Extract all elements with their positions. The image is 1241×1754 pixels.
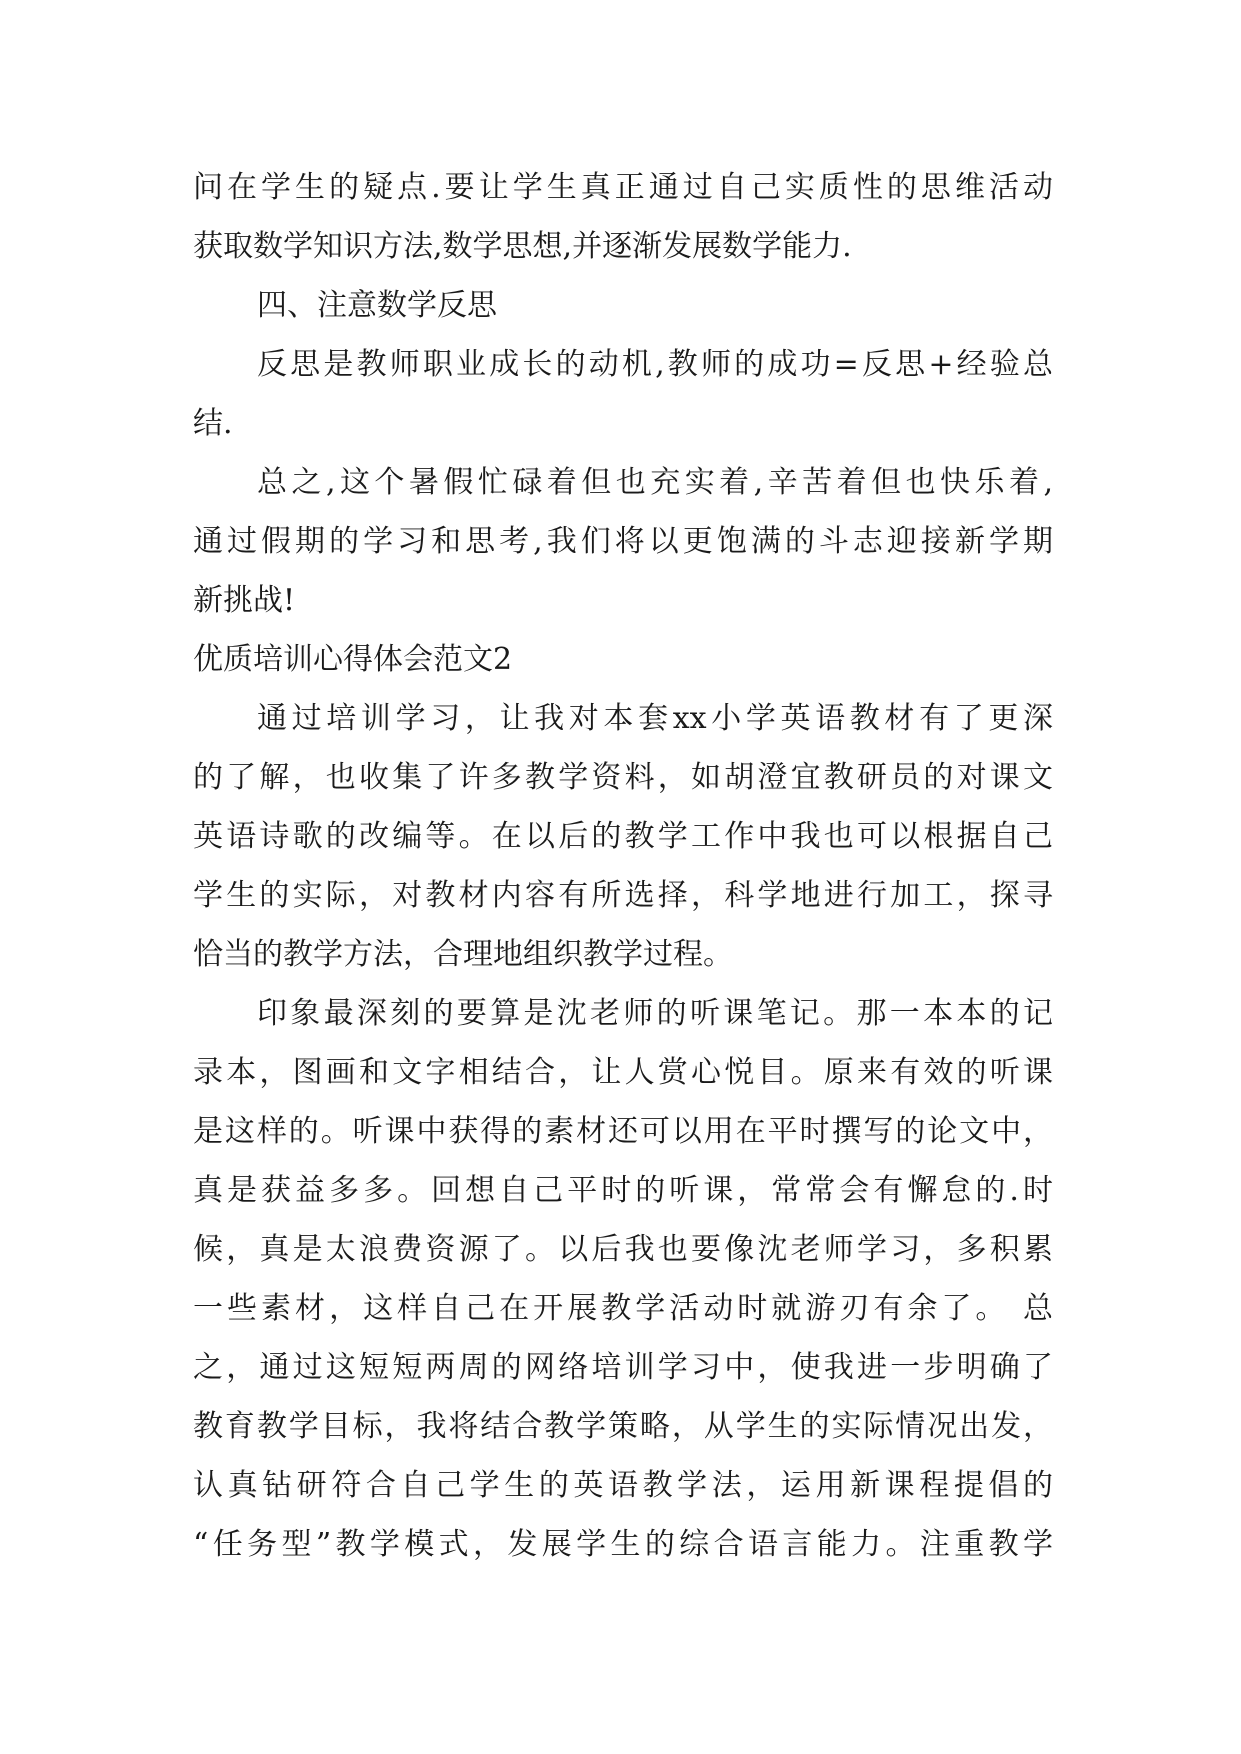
paragraph-line: 英语诗歌的改编等。在以后的教学工作中我也可以根据自己 (193, 819, 1053, 854)
paragraph-line: 真是获益多多。回想自己平时的听课，常常会有懈怠的.时 (193, 1173, 1053, 1208)
paragraph-line: 之，通过这短短两周的网络培训学习中，使我进一步明确了 (193, 1350, 1053, 1385)
paragraph-line: 恰当的教学方法，合理地组织教学过程。 (193, 937, 733, 972)
paragraph-line: 通过假期的学习和思考,我们将以更饱满的斗志迎接新学期 (193, 524, 1053, 559)
section-heading: 四、注意数学反思 (257, 288, 497, 323)
paragraph-line: 是这样的。听课中获得的素材还可以用在平时撰写的论文中， (193, 1114, 1053, 1149)
paragraph-line: 一些素材，这样自己在开展教学活动时就游刃有余了。 总 (193, 1291, 1053, 1326)
paragraph-line: 总之,这个暑假忙碌着但也充实着,辛苦着但也快乐着, (257, 465, 1053, 500)
paragraph-line: 反思是教师职业成长的动机,教师的成功=反思+经验总 (257, 347, 1053, 382)
paragraph-line: 的了解，也收集了许多教学资料，如胡澄宜教研员的对课文 (193, 760, 1053, 795)
paragraph-line: 问在学生的疑点.要让学生真正通过自己实质性的思维活动 (193, 170, 1053, 205)
paragraph-line: 录本，图画和文字相结合，让人赏心悦目。原来有效的听课 (193, 1055, 1053, 1090)
article-title: 优质培训心得体会范文2 (193, 642, 513, 677)
paragraph-line: “任务型”教学模式，发展学生的综合语言能力。注重教学 (193, 1527, 1053, 1562)
paragraph-line: 获取数学知识方法,数学思想,并逐渐发展数学能力. (193, 229, 852, 264)
paragraph-line: 候，真是太浪费资源了。以后我也要像沈老师学习，多积累 (193, 1232, 1053, 1267)
paragraph-line: 结. (193, 406, 233, 441)
paragraph-line: 学生的实际，对教材内容有所选择，科学地进行加工，探寻 (193, 878, 1053, 913)
paragraph-line: 新挑战! (193, 583, 296, 618)
document-body (193, 158, 1053, 1574)
paragraph-line: 认真钻研符合自己学生的英语教学法，运用新课程提倡的 (193, 1468, 1053, 1503)
paragraph-line: 教育教学目标，我将结合教学策略，从学生的实际情况出发， (193, 1409, 1053, 1444)
paragraph-line: 通过培训学习，让我对本套xx小学英语教材有了更深 (257, 701, 1053, 736)
paragraph-line: 印象最深刻的要算是沈老师的听课笔记。那一本本的记 (257, 996, 1053, 1031)
